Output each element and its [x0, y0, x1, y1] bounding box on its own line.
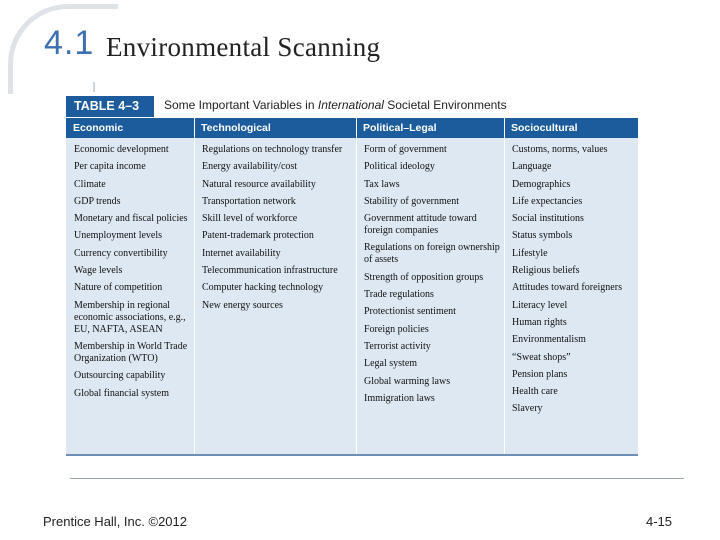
table-cell: Per capita income	[74, 161, 146, 173]
table-cell: Health care	[512, 386, 558, 398]
table-cell: Terrorist activity	[364, 340, 431, 352]
table-cell: Global financial system	[74, 387, 169, 399]
table-cell: Immigration laws	[364, 392, 435, 404]
table-cell: Demographics	[512, 178, 571, 190]
table-cell: Social institutions	[512, 213, 584, 225]
table-cell: Unemployment levels	[74, 230, 163, 242]
table-cell: Customs, norms, values	[512, 144, 608, 155]
table-cell: Skill level of workforce	[202, 213, 298, 225]
table-cell: Status symbols	[512, 230, 573, 242]
caption-part-2: Societal Environments	[383, 98, 507, 112]
table-cell: Lifestyle	[512, 247, 548, 259]
table-cell: Energy availability/cost	[202, 161, 298, 173]
table-caption	[164, 98, 507, 112]
column-header-economic: Economic	[73, 122, 124, 134]
table-cell: Government attitude toward foreign companies	[364, 213, 477, 237]
table-cell: Transportation network	[202, 195, 296, 207]
table-tag: TABLE 4–3	[66, 96, 154, 117]
table-cell: “Sweat shops”	[512, 351, 571, 363]
table-cell: Stability of government	[364, 195, 459, 207]
column-header-sociocultural: Sociocultural	[511, 122, 578, 134]
table-cell: Computer hacking technology	[202, 282, 324, 294]
table-cell: Strength of opposition groups	[364, 271, 484, 283]
table-cell: Telecommunication infrastructure	[202, 265, 338, 277]
table-cell: Form of government	[364, 144, 447, 155]
table-cell: Global warming laws	[364, 375, 451, 387]
table-cell: Monetary and fiscal policies	[74, 213, 188, 225]
table-cell: Political ideology	[364, 161, 435, 173]
table-cell: Protectionist sentiment	[364, 306, 456, 318]
caption-part-1: Some Important Variables in	[164, 98, 318, 112]
table-cell: Currency convertibility	[74, 247, 168, 259]
table-cell: New energy sources	[202, 299, 283, 311]
decorative-corner-tick	[93, 82, 95, 92]
table-cell: Pension plans	[512, 368, 568, 380]
column-technological-items	[194, 144, 356, 317]
table-cell: Wage levels	[74, 265, 123, 277]
table-cell: Regulations on technology transfer	[202, 144, 343, 155]
table-caption-row	[66, 96, 638, 118]
table-cell: Natural resource availability	[202, 178, 316, 190]
table-cell: Nature of competition	[74, 282, 163, 294]
table-cell: Tax laws	[364, 178, 400, 190]
slide-title: Environmental Scanning	[106, 32, 381, 62]
column-sociocultural-items	[504, 144, 638, 421]
footer-divider	[70, 478, 684, 479]
table-cell: Environmentalism	[512, 334, 586, 346]
table-cell: Regulations on foreign ownership of assets	[364, 242, 500, 266]
caption-italic-word: International	[317, 98, 384, 112]
table-cell: Foreign policies	[364, 323, 429, 335]
table-cell: Attitudes toward foreigners	[512, 282, 622, 294]
table-cell: Religious beliefs	[512, 265, 580, 277]
table-cell: Economic development	[74, 144, 169, 155]
table-cell: Slavery	[512, 403, 543, 415]
column-economic-items	[66, 144, 194, 405]
table-cell: Outsourcing capability	[74, 370, 166, 382]
table-cell: Language	[512, 161, 552, 173]
table-cell: GDP trends	[74, 195, 121, 207]
column-header-technological: Technological	[201, 122, 271, 134]
table-cell: Patent-trademark protection	[202, 230, 314, 242]
column-political-legal-items	[356, 144, 504, 410]
table-cell: Trade regulations	[364, 289, 434, 301]
footer-page-number: 4-15	[646, 514, 673, 529]
section-number: 4.1	[44, 24, 95, 62]
table-cell: Climate	[74, 178, 106, 190]
variables-table	[66, 96, 638, 456]
table-cell: Membership in World Trade Organization (WTO)	[74, 340, 188, 364]
table-cell: Human rights	[512, 316, 567, 328]
table-cell: Literacy level	[512, 299, 568, 311]
footer-publisher: Prentice Hall, Inc. ©2012	[43, 514, 187, 529]
table-header-row	[66, 118, 638, 138]
table-cell: Internet availability	[202, 247, 281, 259]
column-header-political-legal: Political–Legal	[363, 122, 437, 134]
table-cell: Membership in regional economic associations, e.g., EU, NAFTA, ASEAN	[74, 299, 186, 335]
table-cell: Life expectancies	[512, 195, 583, 207]
table-cell: Legal system	[364, 358, 418, 370]
